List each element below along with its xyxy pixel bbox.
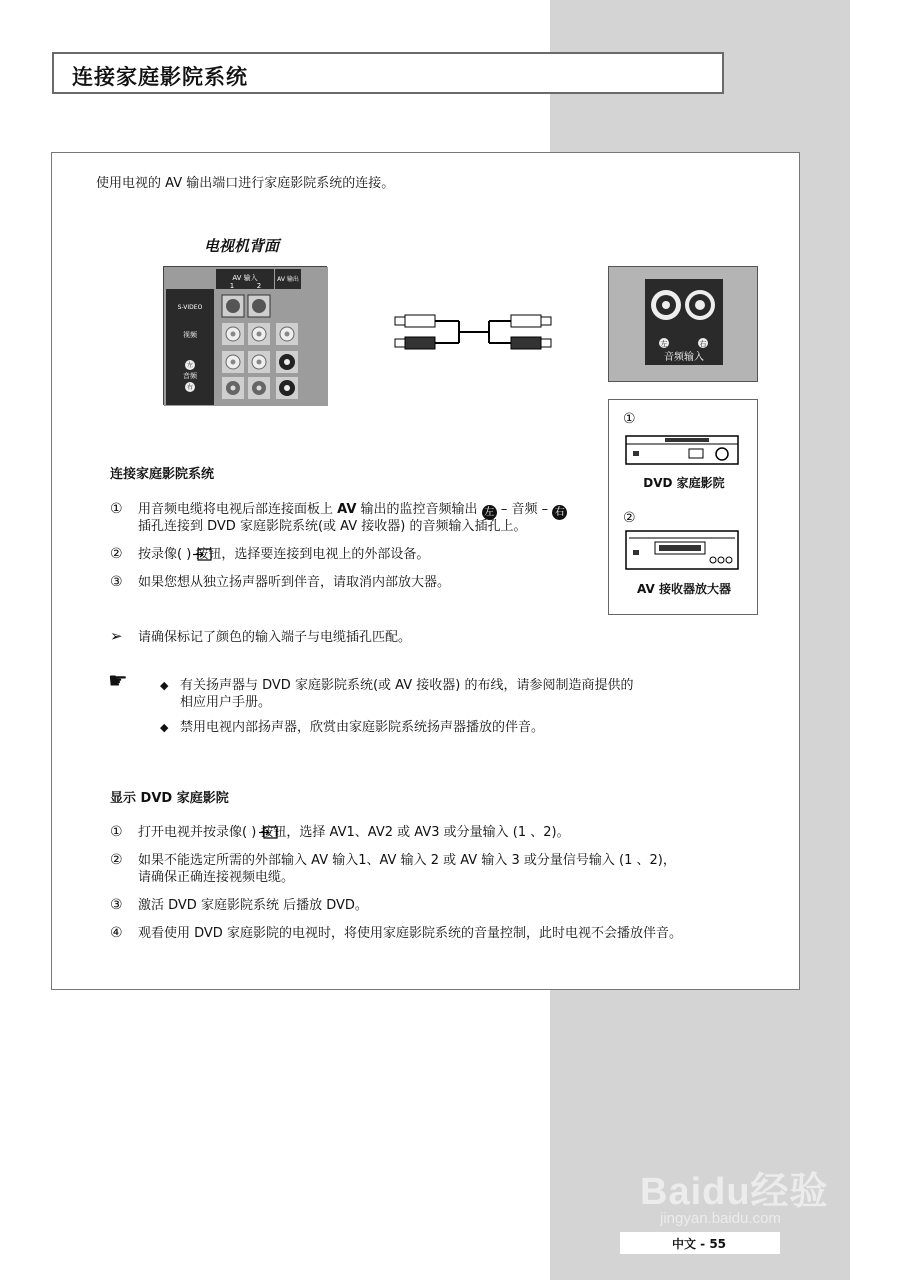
audio-right-out-jack[interactable] <box>276 377 298 399</box>
source-button-icon <box>193 548 213 561</box>
panel-left-label: 左 <box>186 362 194 369</box>
display-step-3-marker: ③ <box>110 897 123 913</box>
note-1-line1: 有关扬声器与 DVD 家庭影院系统(或 AV 接收器) 的布线，请参阅制造商提供的 <box>180 678 634 693</box>
audio-input-right-label: 右 <box>699 340 707 348</box>
dash-2: – <box>541 502 549 517</box>
connect-step-2-text: 按录像( ) 按钮，选择要连接到电视上的外部设备。 <box>138 547 430 562</box>
audio-cable <box>393 312 553 352</box>
panel-col-2-label: 2 <box>256 282 262 290</box>
audio-input-label: 音频输入 <box>664 352 704 363</box>
dvd-player-icon <box>625 435 743 467</box>
video-out-jack[interactable] <box>276 323 298 345</box>
panel-svideo-label: S-VIDEO <box>177 304 203 311</box>
dash-1: – <box>500 502 508 517</box>
panel-video-label: 视频 <box>183 331 197 339</box>
tv-back-label: 电视机背面 <box>204 237 280 255</box>
panel-av-input-label: AV 输入 <box>232 274 258 282</box>
display-step-2-marker: ② <box>110 852 123 868</box>
device-1-marker: ① <box>623 411 636 427</box>
display-step-4-marker: ④ <box>110 925 123 941</box>
audio-input-drawing <box>609 267 759 383</box>
device-2-marker: ② <box>623 510 636 526</box>
note-2-bullet-icon: ◆ <box>160 721 169 734</box>
tv-back-panel <box>163 266 327 405</box>
display-step-2-line1: 如果不能选定所需的外部输入 AV 输入1、AV 输入 2 或 AV 输入 3 或分量信号输入 (1 、2)， <box>138 853 676 868</box>
source-button-icon-2 <box>259 826 279 839</box>
display-heading: 显示 DVD 家庭影院 <box>110 791 229 806</box>
connect-heading: 连接家庭影院系统 <box>110 467 215 482</box>
audio-right-jack-1[interactable] <box>222 377 244 399</box>
audio-mid-label: 音频 <box>511 502 538 517</box>
watermark-url: jingyan.baidu.com <box>660 1210 781 1227</box>
left-channel-icon: 左 <box>482 505 497 520</box>
connect-step-3-marker: ③ <box>110 574 123 590</box>
devices-box <box>608 399 758 615</box>
audio-left-jack-1[interactable] <box>222 351 244 373</box>
panel-audio-label: 音频 <box>183 372 197 380</box>
audio-input-left-jack[interactable] <box>651 290 681 320</box>
display-step-4-text: 观看使用 DVD 家庭影院的电视时，将使用家庭影院系统的音量控制，此时电视不会播放伴音。 <box>138 926 682 941</box>
panel-av-output-label: AV 输出 <box>277 276 299 283</box>
page-title: 连接家庭影院系统 <box>72 65 248 89</box>
page-number: 中文 - 55 <box>672 1237 727 1251</box>
display-step-3-text: 激活 DVD 家庭影院系统 后播放 DVD。 <box>138 898 368 913</box>
display-step-1-marker: ① <box>110 824 123 840</box>
svideo-jack-1[interactable] <box>222 295 244 317</box>
audio-input-panel <box>608 266 758 382</box>
video-jack-2[interactable] <box>248 323 270 345</box>
plug-left-red <box>395 337 435 349</box>
audio-right-jack-2[interactable] <box>248 377 270 399</box>
panel-right-label: 右 <box>186 384 194 391</box>
audio-input-right-jack[interactable] <box>685 290 715 320</box>
connect-step-1-text-a: 用音频电缆将电视后部连接面板上 <box>138 502 334 517</box>
device-2-label: AV 接收器放大器 <box>637 582 731 596</box>
av-receiver-icon <box>625 530 743 572</box>
connect-step-1-line2: 插孔连接到 DVD 家庭影院系统(或 AV 接收器) 的音频输入插孔上。 <box>138 519 527 534</box>
connect-step-2-marker: ② <box>110 546 123 562</box>
intro-text: 使用电视的 AV 输出端口进行家庭影院系统的连接。 <box>96 176 395 191</box>
audio-left-out-jack[interactable] <box>276 351 298 373</box>
tip-arrow-icon: ➢ <box>110 627 123 645</box>
title-box <box>52 52 724 94</box>
tv-panel-drawing <box>164 267 328 406</box>
connect-step-1-marker: ① <box>110 501 123 517</box>
display-step-2-line2: 请确保正确连接视频电缆。 <box>138 870 295 885</box>
page-footer <box>620 1232 780 1254</box>
display-step-1-text: 打开电视并按录像( ) 按钮，选择 AV1、AV2 或 AV3 或分量输入 (1 、2)。 <box>138 825 570 840</box>
plug-right-red <box>511 337 551 349</box>
pointing-hand-icon: ☛ <box>108 669 128 694</box>
panel-col-1-label: 1 <box>229 282 235 290</box>
watermark-brand: Baidu经验 <box>640 1171 829 1213</box>
tip-text: 请确保标记了颜色的输入端子与电缆插孔匹配。 <box>138 630 412 645</box>
note-2-line1: 禁用电视内部扬声器，欣赏由家庭影院系统扬声器播放的伴音。 <box>180 720 545 735</box>
connect-step-1-av: AV <box>337 502 357 517</box>
device-1-label: DVD 家庭影院 <box>643 476 725 490</box>
plug-left-white <box>395 315 435 327</box>
note-1-bullet-icon: ◆ <box>160 679 169 692</box>
connect-step-1-text-c: 输出的监控音频输出 <box>360 502 478 517</box>
audio-input-left-label: 左 <box>660 340 668 348</box>
connect-step-3-text: 如果您想从独立扬声器听到伴音，请取消内部放大器。 <box>138 575 451 590</box>
right-channel-icon: 右 <box>552 505 567 520</box>
audio-left-jack-2[interactable] <box>248 351 270 373</box>
note-1-line2: 相应用户手册。 <box>180 695 272 710</box>
svideo-jack-2[interactable] <box>248 295 270 317</box>
video-jack-1[interactable] <box>222 323 244 345</box>
plug-right-white <box>511 315 551 327</box>
